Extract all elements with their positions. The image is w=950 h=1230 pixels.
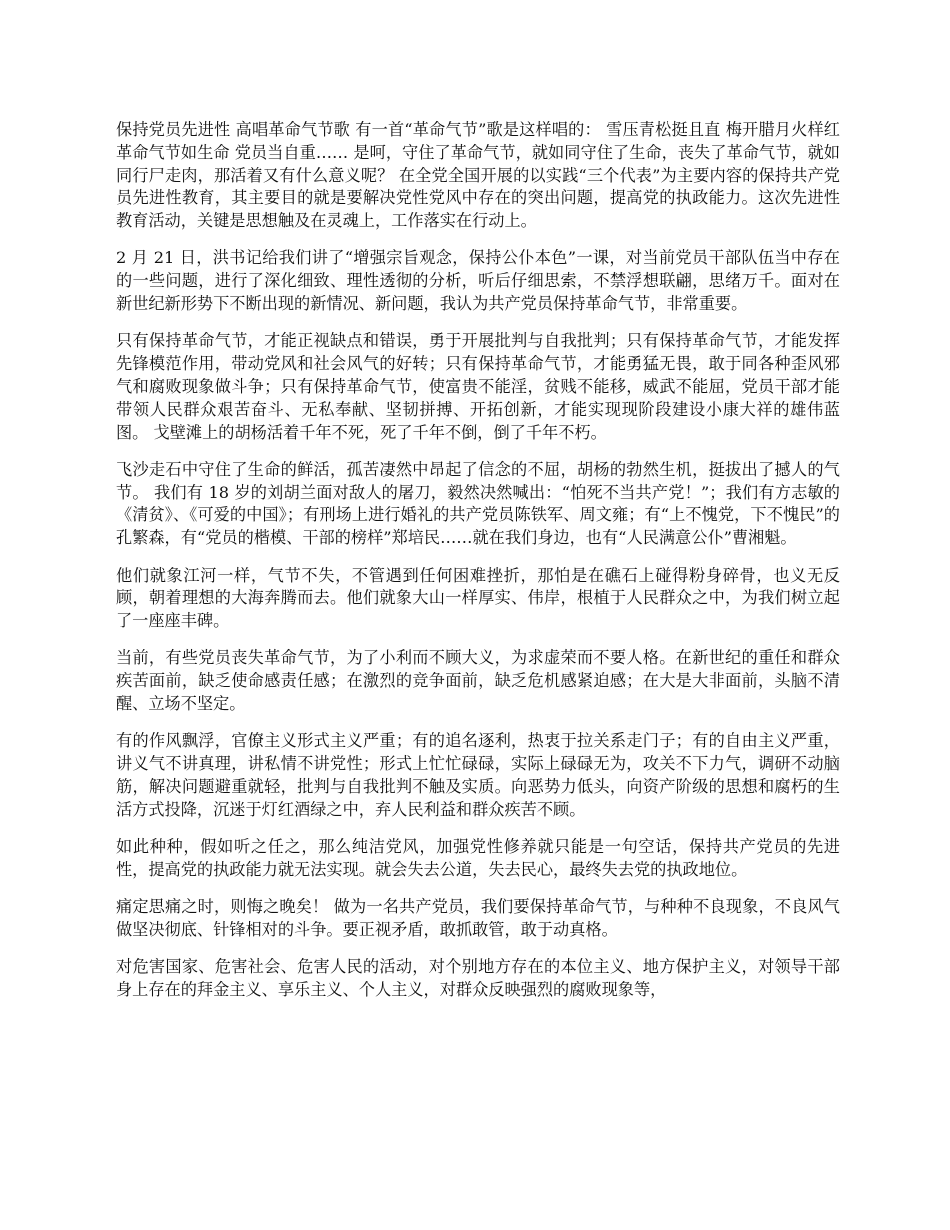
paragraph-8: 如此种种，假如听之任之，那么纯洁党风，加强党性修养就只能是一句空话，保持共产党员的先进性，提高党的执政能力就无法实现。就会失去公道，失去民心，最终失去党的执政地位。: [116, 837, 840, 879]
paragraph-4: 飞沙走石中守住了生命的鲜活，孤苦凄然中昂起了信念的不屈，胡杨的勃然生机，挺拔出了撼人的气节。 我们有 18 岁的刘胡兰面对敌人的屠刀，毅然决然喊出：“怕死不当共产党！”；我们有方志敏的《清贫》、《可爱的中国》；有刑场上进行婚礼的共产党员陈铁军、周文雍；有“上不愧党，下不愧民”的孔繁森，有“党员的楷模、干部的榜样”郑培民……就在我们身边，也有“人民满意公仆”曹湘魁。: [116, 459, 840, 548]
paragraph-7: 有的作风飘浮，官僚主义形式主义严重；有的追名逐利，热衷于拉关系走门子；有的自由主义严重，讲义气不讲真理，讲私情不讲党性；形式上忙忙碌碌，实际上碌碌无为，攻关不下力气，调研不动脑筋，解决问题避重就轻，批判与自我批判不触及实质。向恶势力低头，向资产阶级的思想和腐朽的生活方式投降，沉迷于灯红酒绿之中，弃人民利益和群众疾苦不顾。: [116, 731, 840, 819]
paragraph-10: 对危害国家、危害社会、危害人民的活动，对个别地方存在的本位主义、地方保护主义，对领导干部身上存在的拜金主义、享乐主义、个人主义，对群众反映强烈的腐败现象等，: [116, 957, 840, 999]
paragraph-3: 只有保持革命气节，才能正视缺点和错误，勇于开展批判与自我批判；只有保持革命气节，才能发挥先锋模范作用，带动党风和社会风气的好转；只有保持革命气节，才能勇猛无畏，敢于同各种歪风邪气和腐败现象做斗争；只有保持革命气节，使富贵不能淫，贫贱不能移，威武不能屈，党员干部才能带领人民群众艰苦奋斗、无私奉献、坚韧拼搏、开拓创新，才能实现现阶段建设小康大祥的雄伟蓝图。 戈壁滩上的胡杨活着千年不死，死了千年不倒，倒了千年不朽。: [116, 331, 840, 442]
paragraph-6: 当前，有些党员丧失革命气节，为了小利而不顾大义，为求虚荣而不要人格。在新世纪的重任和群众疾苦面前，缺乏使命感责任感；在激烈的竞争面前，缺乏危机感紧迫感；在大是大非面前，头脑不清醒、立场不坚定。: [116, 648, 840, 714]
document-body: [116, 119, 840, 1016]
paragraph-2: 2 月 21 日，洪书记给我们讲了“增强宗旨观念，保持公仆本色”一课，对当前党员干部队伍当中存在的一些问题，进行了深化细致、理性透彻的分析，听后仔细思索，不禁浮想联翩，思绪万千。面对在新世纪新形势下不断出现的新情况、新问题，我认为共产党员保持革命气节，非常重要。: [116, 248, 840, 314]
paragraph-1: 保持党员先进性 高唱革命气节歌 有一首“革命气节”歌是这样唱的： 雪压青松挺且直 梅开腊月火样红 革命气节如生命 党员当自重…… 是呵，守住了革命气节，就如同守住了生命，丧失了革命气节，就如同行尸走肉，那活着又有什么意义呢？ 在全党全国开展的以实践“三个代表”为主要内容的保持共产党员先进性教育，其主要目的就是要解决党性党风中存在的突出问题，提高党的执政能力。这次先进性教育活动，关键是思想触及在灵魂上，工作落实在行动上。: [116, 120, 840, 231]
paragraph-5: 他们就象江河一样，气节不失，不管遇到任何困难挫折，那怕是在礁石上碰得粉身碎骨，也义无反顾，朝着理想的大海奔腾而去。他们就象大山一样厚实、伟岸，根植于人民群众之中，为我们树立起了一座座丰碑。: [116, 565, 840, 631]
paragraph-9: 痛定思痛之时，则悔之晚矣！ 做为一名共产党员，我们要保持革命气节，与种种不良现象，不良风气做坚决彻底、针锋相对的斗争。要正视矛盾，敢抓敢管，敢于动真格。: [116, 897, 840, 939]
